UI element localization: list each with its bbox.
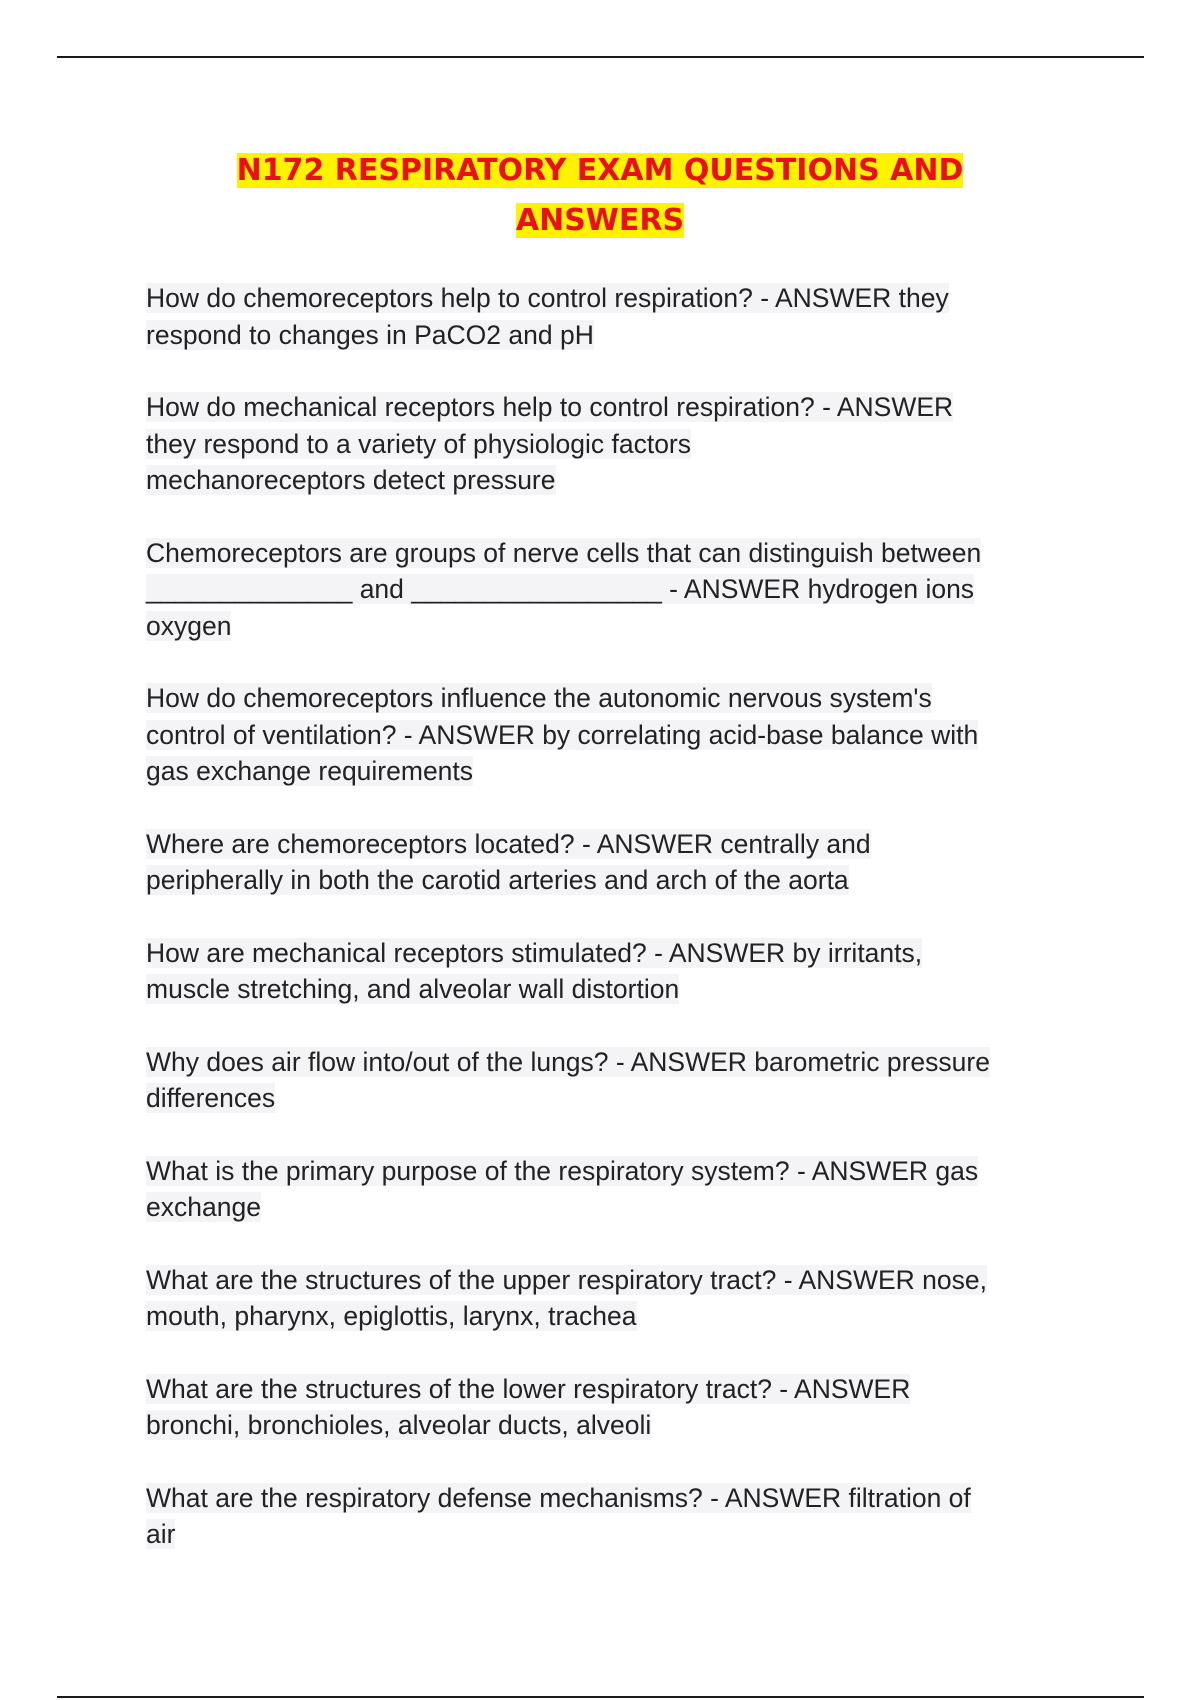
qa-line-text: control of ventilation? - ANSWER by correlating acid-base balance with [146, 719, 979, 750]
qa-line-text: What is the primary purpose of the respiratory system? - ANSWER gas [146, 1155, 979, 1186]
qa-item [146, 935, 1066, 1008]
qa-line [146, 1298, 1066, 1335]
qa-line-text: What are the structures of the upper respiratory tract? - ANSWER nose, [146, 1264, 987, 1295]
qa-line [146, 571, 1066, 608]
qa-line [146, 608, 1066, 645]
qa-line-text: muscle stretching, and alveolar wall distortion [146, 974, 680, 1004]
qa-line-text: exchange [146, 1192, 261, 1222]
qa-line [146, 1371, 1066, 1408]
qa-item [146, 1044, 1066, 1117]
qa-item [146, 389, 1066, 499]
qa-line-text: respond to changes in PaCO2 and pH [146, 319, 594, 350]
qa-line-text: How do chemoreceptors influence the autonomic nervous system's [146, 683, 932, 713]
qa-line-text: How are mechanical receptors stimulated? - ANSWER by irritants, [146, 937, 923, 968]
qa-line-text: gas exchange requirements [146, 756, 474, 786]
qa-line-text: air [146, 1519, 176, 1549]
qa-line-text: Why does air flow into/out of the lungs? - ANSWER barometric pressure [146, 1046, 990, 1077]
qa-list [146, 280, 1066, 1589]
qa-line [146, 717, 1066, 754]
qa-line-text: Where are chemoreceptors located? - ANSWER centrally and [146, 828, 871, 859]
qa-line-text: bronchi, bronchioles, alveolar ducts, alveoli [146, 1410, 652, 1440]
qa-line-text: oxygen [146, 610, 232, 641]
qa-line [146, 1480, 1066, 1517]
qa-line [146, 1189, 1066, 1226]
bottom-rule [57, 1696, 1144, 1698]
title-line-2: ANSWERS [515, 203, 685, 238]
qa-line-text: mouth, pharynx, epiglottis, larynx, trachea [146, 1301, 637, 1331]
qa-line [146, 1262, 1066, 1299]
qa-line-text: differences [146, 1083, 276, 1113]
qa-line [146, 753, 1066, 790]
qa-item [146, 826, 1066, 899]
qa-line [146, 535, 1066, 572]
qa-item [146, 1371, 1066, 1444]
qa-line [146, 1153, 1066, 1190]
qa-line [146, 317, 1066, 354]
qa-line-text: What are the respiratory defense mechanisms? - ANSWER filtration of [146, 1482, 971, 1513]
qa-line [146, 826, 1066, 863]
qa-line [146, 1407, 1066, 1444]
qa-line [146, 1044, 1066, 1081]
qa-item [146, 1480, 1066, 1553]
qa-line-text: What are the structures of the lower respiratory tract? - ANSWER [146, 1373, 911, 1404]
qa-line [146, 971, 1066, 1008]
qa-line [146, 426, 1066, 463]
document-title [0, 146, 1200, 246]
top-rule [57, 56, 1144, 58]
qa-line [146, 1080, 1066, 1117]
qa-item [146, 680, 1066, 790]
qa-item [146, 1153, 1066, 1226]
qa-line [146, 462, 1066, 499]
qa-item [146, 280, 1066, 353]
qa-line [146, 935, 1066, 972]
qa-item [146, 1262, 1066, 1335]
qa-item [146, 535, 1066, 645]
qa-line-text: peripherally in both the carotid arteries and arch of the aorta [146, 865, 849, 895]
qa-line-text: mechanoreceptors detect pressure [146, 465, 556, 495]
qa-line [146, 1516, 1066, 1553]
title-line-1: N172 RESPIRATORY EXAM QUESTIONS AND [236, 153, 964, 188]
qa-line-text: they respond to a variety of physiologic factors [146, 428, 692, 459]
qa-line [146, 862, 1066, 899]
qa-line [146, 389, 1066, 426]
qa-line-text: ______________ and _________________ - ANSWER hydrogen ions [146, 574, 975, 604]
qa-line [146, 280, 1066, 317]
qa-line-text: How do mechanical receptors help to control respiration? - ANSWER [146, 392, 954, 422]
qa-line [146, 680, 1066, 717]
qa-line-text: Chemoreceptors are groups of nerve cells that can distinguish between [146, 537, 982, 568]
qa-line-text: How do chemoreceptors help to control respiration? - ANSWER they [146, 283, 949, 313]
